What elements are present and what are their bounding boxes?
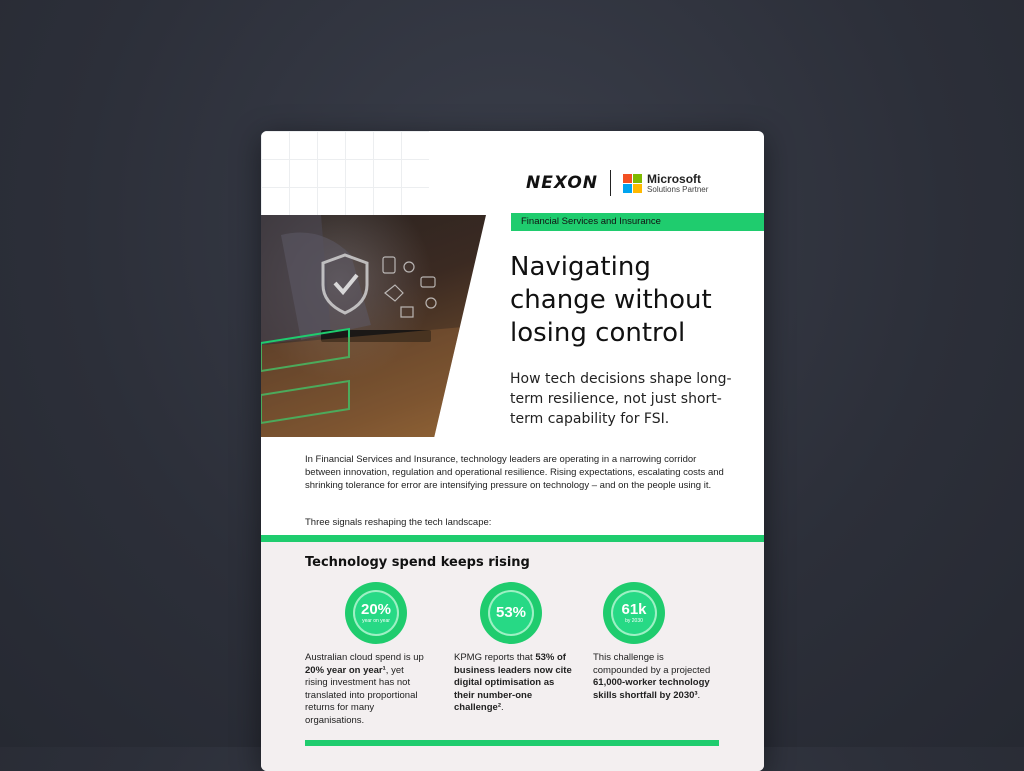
hero-illustration — [261, 215, 486, 437]
partner-text — [647, 173, 708, 194]
page-title: Navigating change without losing control — [510, 252, 712, 348]
stat-card — [454, 582, 574, 715]
stat-ring — [345, 582, 407, 644]
logo-row — [526, 171, 708, 195]
stat-subvalue: year on year — [362, 618, 390, 624]
category-bar: Financial Services and Insurance — [511, 213, 764, 231]
stat-value: 53% — [495, 604, 527, 621]
stat-description: Australian cloud spend is up 20% year on year¹, yet rising investment has not translated into proportional returns for many organisations. — [305, 652, 424, 726]
page-subtitle: How tech decisions shape long-term resilience, not just short-term capability for FSI. — [510, 371, 732, 427]
intro-paragraph: In Financial Services and Insurance, technology leaders are operating in a narrowing corridor between innovation, regulation and operational resilience. Rising expectations, escalating costs and shrinking tolerance for error are intensifying pressure on technology – and on the people using it. — [305, 454, 724, 491]
microsoft-logo-icon — [623, 174, 642, 193]
stat-description: This challenge is compounded by a projected 61,000-worker technology skills shortfall by 2030³. — [593, 652, 711, 701]
signals-intro: Three signals reshaping the tech landscape: — [305, 517, 492, 528]
stat-card — [305, 582, 425, 727]
stat-ring — [603, 582, 665, 644]
stat-description: KPMG reports that 53% of business leaders now cite digital optimisation as their number-one challenge². — [454, 652, 572, 713]
stat-card — [593, 582, 713, 702]
section-title: Technology spend keeps rising — [305, 555, 530, 570]
partner-subtitle: Solutions Partner — [647, 184, 709, 194]
partner-name: Microsoft — [647, 171, 702, 186]
nexon-logo: NEXON — [526, 173, 599, 193]
bottom-accent-bar — [305, 740, 719, 746]
grid-decoration — [261, 131, 429, 215]
stat-value: 20% — [360, 601, 392, 618]
stats-section — [261, 542, 764, 771]
document-page — [261, 131, 764, 771]
section-divider — [261, 535, 764, 542]
logo-divider — [610, 170, 611, 196]
stat-ring — [480, 582, 542, 644]
stat-value: 61k — [621, 601, 647, 618]
stat-subvalue: by 2030 — [625, 618, 643, 624]
hero-image — [261, 215, 486, 437]
